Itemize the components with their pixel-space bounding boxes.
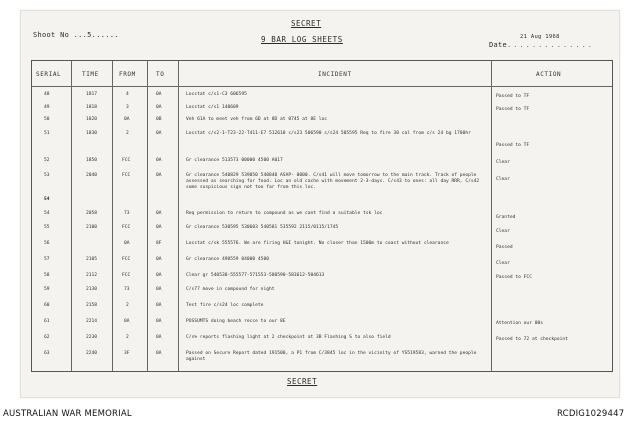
row-52-action: Clear bbox=[496, 160, 510, 165]
row-58-serial: 58 bbox=[44, 273, 50, 278]
shoot-number: Shoot No ...5...... bbox=[33, 31, 119, 39]
row-60-from: 2 bbox=[126, 303, 129, 308]
col-serial: SERIAL bbox=[36, 71, 62, 78]
row-56-serial: 56 bbox=[44, 241, 50, 246]
row-58-action: Passed to FCC bbox=[496, 275, 532, 280]
row-49-to: 0A bbox=[156, 105, 162, 110]
row-63-time: 2240 bbox=[86, 351, 98, 356]
row-60-incident: Test fire c/s24 loc complete bbox=[186, 303, 264, 308]
row-61-time: 2214 bbox=[86, 319, 98, 324]
row-49-action: Passed to TF bbox=[496, 107, 530, 112]
row-48-incident: Locstat c/s1-C3 606595 bbox=[186, 92, 247, 97]
row-52-incident: Gr clearance 513573 00000 4500 A017 bbox=[186, 158, 283, 163]
log-table bbox=[31, 60, 613, 372]
row-59-time: 2130 bbox=[86, 287, 98, 292]
row-50-time: 1820 bbox=[86, 117, 98, 122]
row-48-from: 4 bbox=[126, 92, 129, 97]
row-62-serial: 62 bbox=[44, 335, 50, 340]
row-56-action: Passed bbox=[496, 245, 513, 250]
row-55-to: 0A bbox=[156, 225, 162, 230]
row-62-to: 0A bbox=[156, 335, 162, 340]
row-61-serial: 61 bbox=[44, 319, 50, 324]
row-57-incident: Gr clearance 490559 04000 4500 bbox=[186, 257, 269, 262]
row-49-serial: 49 bbox=[44, 105, 50, 110]
row-51-serial: 51 bbox=[44, 131, 50, 136]
row-61-action: Attention our 00s bbox=[496, 321, 544, 326]
row-50-incident: Veh 61A to meet veh from 6D at 8D at 0745 at 8E loc bbox=[186, 117, 328, 122]
row-55-serial: 55 bbox=[44, 225, 50, 230]
row-53-to: 0A bbox=[156, 173, 162, 178]
row-53-serial: 53 bbox=[44, 173, 50, 178]
row-61-incident: POSSUMTS doing beach recce to our 8E bbox=[186, 319, 286, 324]
row-54-time: 2058 bbox=[86, 211, 98, 216]
date-leader: .............. bbox=[507, 41, 595, 49]
row-56-incident: Locstat c/sk 555576. We are firing H&I tonight. No closer than 1500m to coast without clearance bbox=[186, 241, 449, 246]
row-53-incident: Gr clearance 540829 539050 540840 ASAP- 0000. C/s41 will move tomorrow to the main track. Track of people assessed as searching for food. Loc an old cache with movement 2-3-days. C/s43 to ones: all day RRR, C/s42 some suspicious sign not too far from this loc. bbox=[186, 173, 480, 190]
row-48-serial: 48 bbox=[44, 92, 50, 97]
row-56-from: 0A bbox=[124, 241, 130, 246]
row-48-time: 1817 bbox=[86, 92, 98, 97]
row-50-serial: 50 bbox=[44, 117, 50, 122]
col-time: TIME bbox=[82, 71, 99, 78]
row-54-from: 73 bbox=[124, 211, 130, 216]
row-57-to: 0A bbox=[156, 257, 162, 262]
col-from: FROM bbox=[119, 71, 136, 78]
row-48-to: 0A bbox=[156, 92, 162, 97]
row-63-serial: 63 bbox=[44, 351, 50, 356]
row-49-incident: Locstat c/s1 140609 bbox=[186, 105, 239, 110]
row-50-to: 0B bbox=[156, 117, 162, 122]
row-54-serial-struck: 54 bbox=[44, 197, 50, 202]
row-59-from: 73 bbox=[124, 287, 130, 292]
row-53-from: FCC bbox=[122, 173, 131, 178]
row-59-serial: 59 bbox=[44, 287, 50, 292]
row-54-serial: 54 bbox=[44, 211, 50, 216]
row-51-from: 2 bbox=[126, 131, 129, 136]
row-59-to: 0A bbox=[156, 287, 162, 292]
col-incident: INCIDENT bbox=[318, 71, 352, 78]
row-59-incident: C/s77 move in compound for night bbox=[186, 287, 275, 292]
row-51-time: 1830 bbox=[86, 131, 98, 136]
row-53-time: 2040 bbox=[86, 173, 98, 178]
row-55-incident: Gr clearance 530595 530603 540581 535592 2115/0115/1745 bbox=[186, 225, 339, 230]
archive-credit: AUSTRALIAN WAR MEMORIAL bbox=[3, 409, 132, 419]
row-52-time: 1850 bbox=[86, 158, 98, 163]
record-id: RCDIG1029447 bbox=[557, 409, 625, 419]
row-54-action: Granted bbox=[496, 215, 516, 220]
row-54-incident: Req permission to return to compound as we cant find a suitable tsk loc bbox=[186, 211, 383, 216]
row-50-from: 0A bbox=[124, 117, 130, 122]
row-61-from: 0A bbox=[124, 319, 130, 324]
security-marking-bottom: SECRET bbox=[287, 377, 318, 386]
row-60-serial: 60 bbox=[44, 303, 50, 308]
row-57-from: FCC bbox=[122, 257, 131, 262]
row-62-incident: C/s% reports flashing light at 2 checkpoint at 3B Flashing S to also field bbox=[186, 335, 391, 340]
header-rule bbox=[32, 86, 612, 87]
row-63-to: 0A bbox=[156, 351, 162, 356]
row-62-time: 2230 bbox=[86, 335, 98, 340]
row-52-from: FCC bbox=[122, 158, 131, 163]
row-63-from: 3F bbox=[124, 351, 130, 356]
row-53-action: Clear bbox=[496, 177, 510, 182]
row-49-time: 1818 bbox=[86, 105, 98, 110]
row-58-from: FCC bbox=[122, 273, 131, 278]
row-51-incident: Locstat c/s2-1-T23-22-T411-E7 512610 c/s23 506590 c/s24 505595 Req to fire 30 cal from c/s 24 bg 1700hr bbox=[186, 131, 471, 136]
security-marking-top: SECRET bbox=[291, 19, 322, 28]
row-48-action: Passed to TF bbox=[496, 94, 530, 99]
row-63-incident: Passed on Secure Report dated 191500, a P1 from C/3845 loc in the vicinity of YS519583, warned the people against bbox=[186, 351, 477, 362]
date-label: Date bbox=[489, 41, 508, 49]
row-58-incident: Clear gr 540538-555577-571553-580590-583612-504613 bbox=[186, 273, 325, 278]
log-sheet-page bbox=[20, 10, 620, 398]
row-61-to: 0A bbox=[156, 319, 162, 324]
row-58-to: 0A bbox=[156, 273, 162, 278]
row-57-serial: 57 bbox=[44, 257, 50, 262]
row-52-serial: 52 bbox=[44, 158, 50, 163]
row-60-to: 0A bbox=[156, 303, 162, 308]
row-49-from: 3 bbox=[126, 105, 129, 110]
page-title: 9 BAR LOG SHEETS bbox=[261, 35, 343, 44]
row-55-action: Clear bbox=[496, 229, 510, 234]
row-60-time: 2158 bbox=[86, 303, 98, 308]
row-54-to: 0A bbox=[156, 211, 162, 216]
row-55-from: FCC bbox=[122, 225, 131, 230]
row-58-time: 2112 bbox=[86, 273, 98, 278]
row-57-time: 2105 bbox=[86, 257, 98, 262]
row-52-to: 0A bbox=[156, 158, 162, 163]
row-62-action: Passed to 72 at checkpoint bbox=[496, 337, 568, 342]
row-55-time: 2100 bbox=[86, 225, 98, 230]
row-57-action: Clear bbox=[496, 261, 510, 266]
row-51-to: 0A bbox=[156, 131, 162, 136]
row-62-from: 2 bbox=[126, 335, 129, 340]
col-to: TO bbox=[156, 71, 165, 78]
row-51-action: Passed to TF bbox=[496, 143, 530, 148]
date-value: 21 Aug 1968 bbox=[520, 34, 560, 40]
col-action: ACTION bbox=[536, 71, 562, 78]
row-56-to: 8F bbox=[156, 241, 162, 246]
